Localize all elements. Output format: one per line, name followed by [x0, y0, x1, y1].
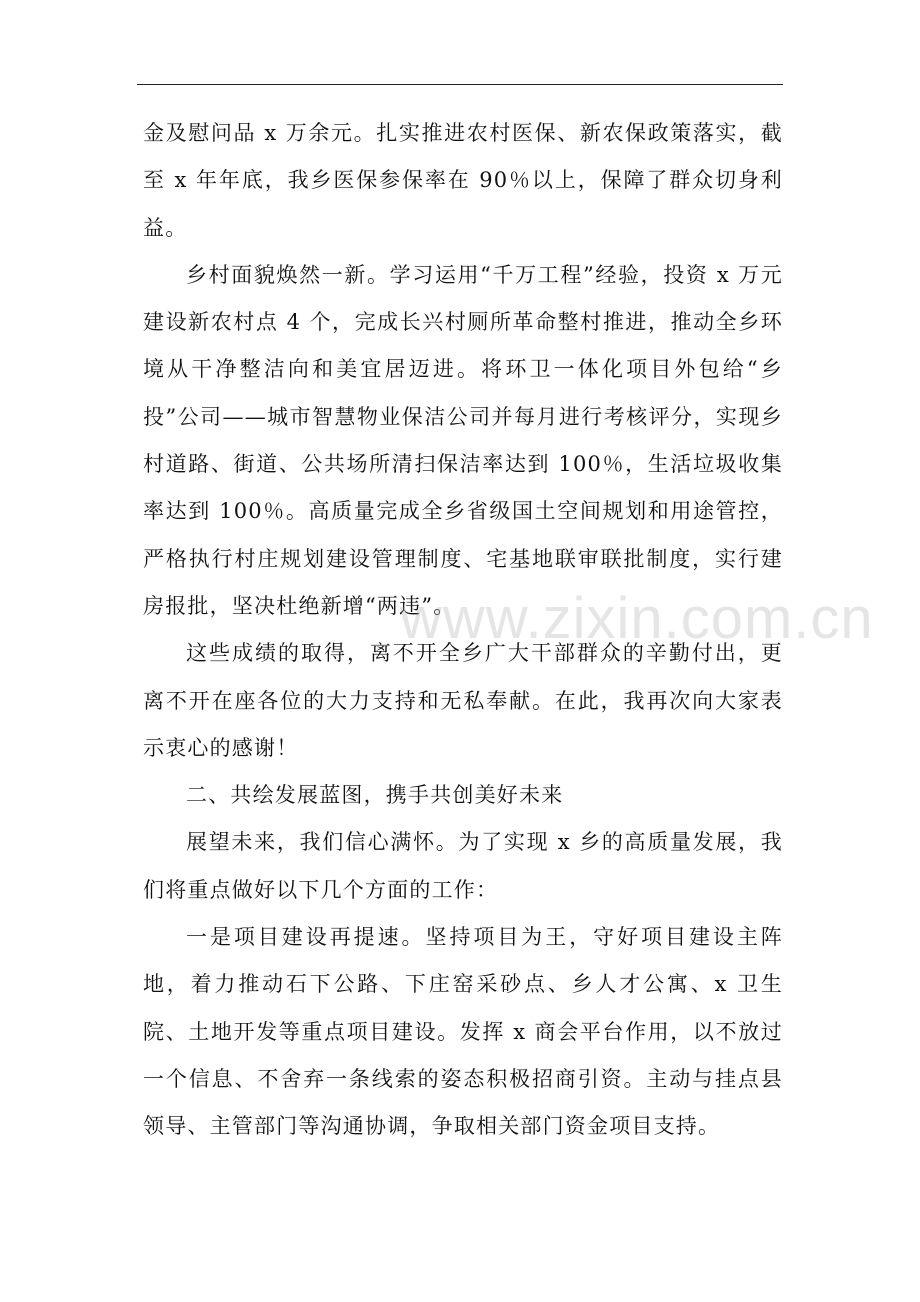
- watermark-text: www.zixin.com.cn: [400, 586, 874, 651]
- paragraph-village-appearance: 乡村面貌焕然一新。学习运用“千万工程”经验，投资 x 万元建设新农村点 4 个，完成长兴村厕所革命整村推进，推动全乡环境从干净整洁向和美宜居迈进。将环卫一体化项目外包给“乡投”公司——城市智慧物业保洁公司并每月进行考核评分，实现乡村道路、街道、公共场所清扫保洁率达到 100％，生活垃圾收集率达到 100％。高质量完成全乡省级国土空间规划和用途管控，严格执行村庄规划建设管理制度、宅基地联审联批制度，实行建房报批，坚决杜绝新增“两违”。: [143, 262, 783, 618]
- paragraph-continuation: 金及慰问品 x 万余元。扎实推进农村医保、新农保政策落实，截至 x 年年底，我乡医保参保率在 90％以上，保障了群众切身利益。: [143, 121, 783, 240]
- header-rule: [137, 84, 783, 85]
- paragraph-thanks: 这些成绩的取得，离不开全乡广大干部群众的辛勤付出，更离不开在座各位的大力支持和无私奉献。在此，我再次向大家表示衷心的感谢！: [143, 641, 783, 760]
- paragraph-outlook: 展望未来，我们信心满怀。为了实现 x 乡的高质量发展，我们将重点做好以下几个方面的工作：: [143, 830, 783, 902]
- document-body: [143, 110, 783, 1151]
- paragraph-project-construction: 一是项目建设再提速。坚持项目为王，守好项目建设主阵地，着力推动石下公路、下庄窑采砂点、乡人才公寓、x 卫生院、土地开发等重点项目建设。发挥 x 商会平台作用，以不放过一个信息、不舍弃一条线索的姿态积极招商引资。主动与挂点县领导、主管部门等沟通协调，争取相关部门资金项目支持。: [143, 925, 783, 1139]
- section-heading: 二、共绘发展蓝图，携手共创美好未来: [186, 783, 564, 808]
